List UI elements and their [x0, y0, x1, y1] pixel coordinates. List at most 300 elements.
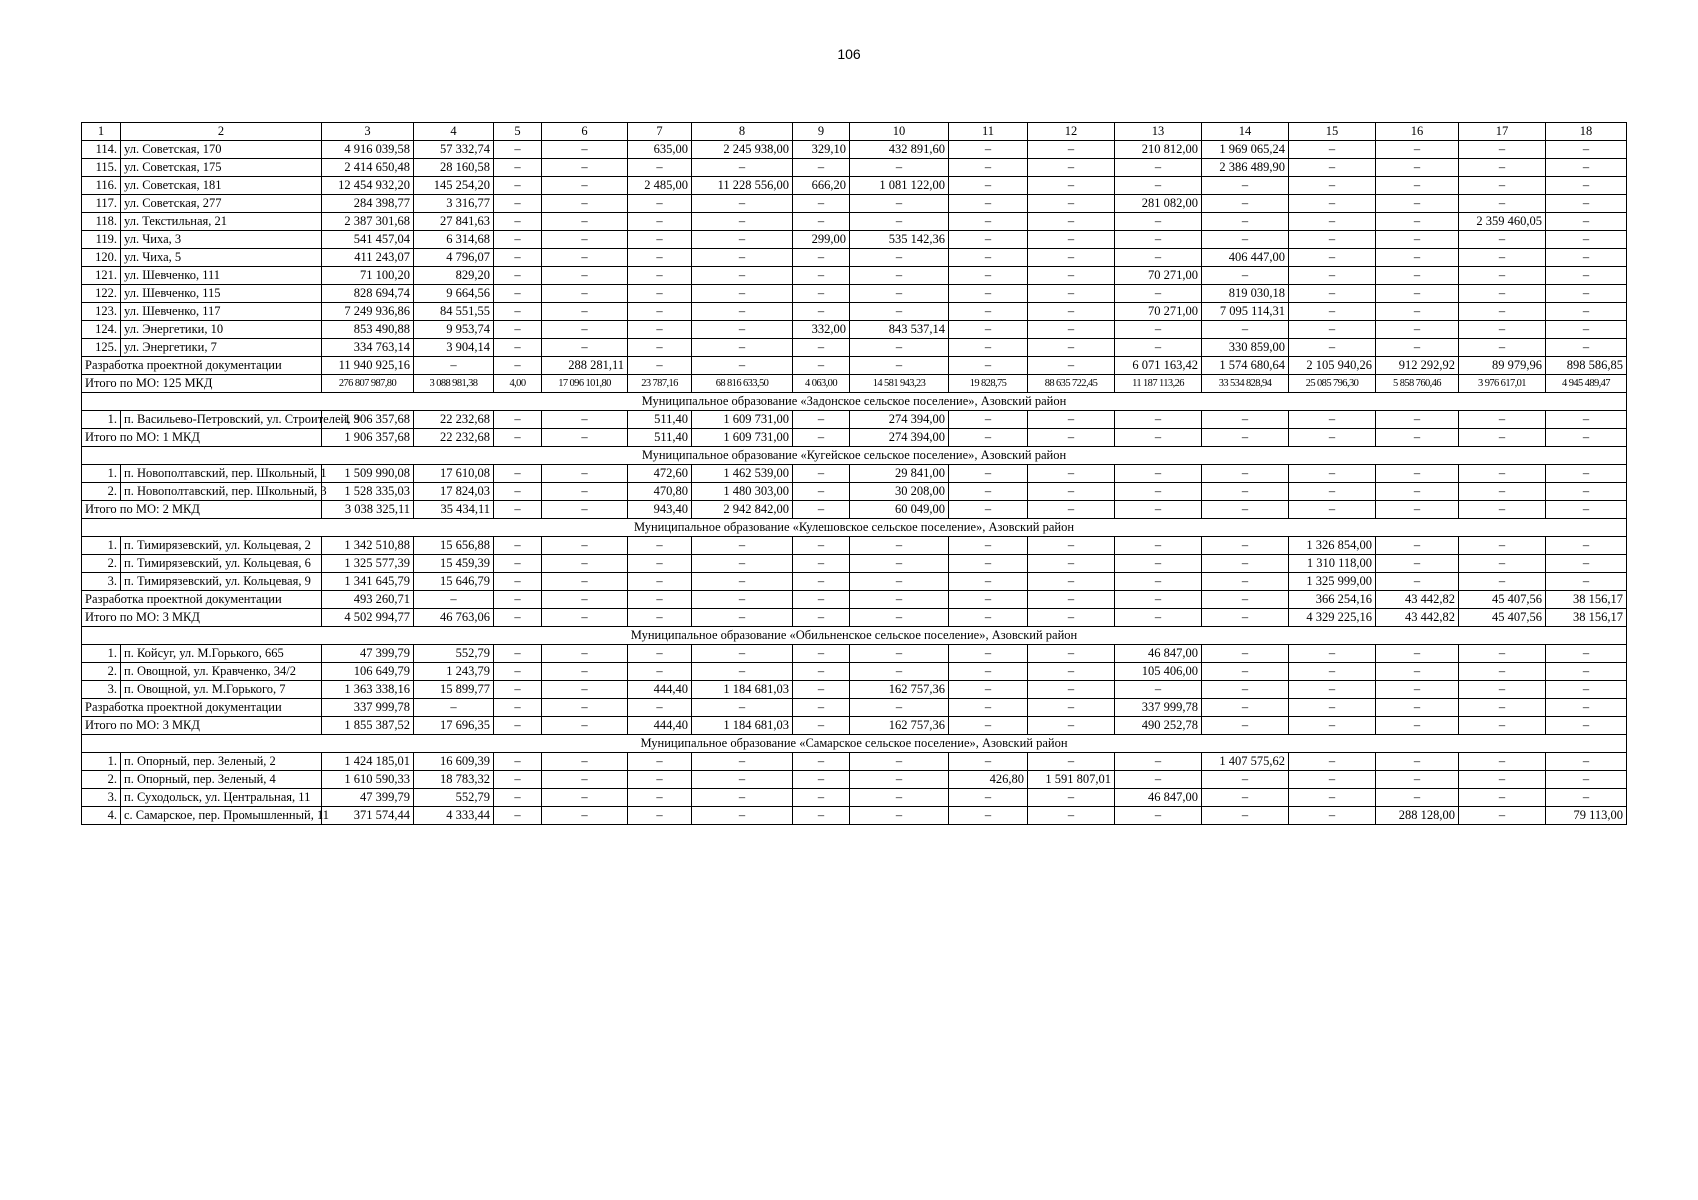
column-number: 5: [494, 123, 542, 141]
cell-value: –: [1546, 303, 1627, 321]
cell-value: –: [793, 753, 850, 771]
section-title: Муниципальное образование «Задонское сельское поселение», Азовский район: [82, 393, 1627, 411]
table-row: [82, 537, 1627, 555]
cell-value: –: [1289, 213, 1376, 231]
cell-value: –: [1028, 483, 1115, 501]
row-address: ул. Шевченко, 115: [121, 285, 322, 303]
cell-value: –: [793, 303, 850, 321]
cell-value: –: [1376, 663, 1459, 681]
cell-value: –: [692, 645, 793, 663]
row-address: ул. Советская, 175: [121, 159, 322, 177]
cell-value: –: [1289, 195, 1376, 213]
cell-value: –: [949, 753, 1028, 771]
cell-value: –: [949, 609, 1028, 627]
cell-value: –: [1376, 555, 1459, 573]
cell-value: –: [692, 339, 793, 357]
cell-value: –: [1459, 303, 1546, 321]
cell-value: –: [1459, 699, 1546, 717]
cell-value: 2 359 460,05: [1459, 213, 1546, 231]
cell-value: 105 406,00: [1115, 663, 1202, 681]
cell-value: –: [628, 609, 692, 627]
cell-value: –: [850, 249, 949, 267]
cell-value: 22 232,68: [414, 429, 494, 447]
cell-value: 843 537,14: [850, 321, 949, 339]
cell-value: 426,80: [949, 771, 1028, 789]
cell-value: –: [1376, 321, 1459, 339]
cell-value: 11 187 113,26: [1115, 375, 1202, 393]
cell-value: –: [494, 159, 542, 177]
row-address: ул. Советская, 277: [121, 195, 322, 213]
cell-value: –: [1459, 771, 1546, 789]
cell-value: –: [628, 573, 692, 591]
cell-value: 17 696,35: [414, 717, 494, 735]
row-number: 1.: [82, 537, 121, 555]
column-number: 1: [82, 123, 121, 141]
cell-value: –: [850, 195, 949, 213]
cell-value: 45 407,56: [1459, 591, 1546, 609]
cell-value: 27 841,63: [414, 213, 494, 231]
cell-value: 332,00: [793, 321, 850, 339]
cell-value: 38 156,17: [1546, 591, 1627, 609]
cell-value: 35 434,11: [414, 501, 494, 519]
cell-value: –: [793, 645, 850, 663]
cell-value: 330 859,00: [1202, 339, 1289, 357]
cell-value: 47 399,79: [322, 645, 414, 663]
cell-value: –: [1376, 411, 1459, 429]
cell-value: 4 329 225,16: [1289, 609, 1376, 627]
cell-value: 274 394,00: [850, 411, 949, 429]
cell-value: –: [1459, 159, 1546, 177]
total-row: [82, 375, 1627, 393]
cell-value: –: [1289, 807, 1376, 825]
cell-value: –: [542, 573, 628, 591]
table-row: [82, 753, 1627, 771]
cell-value: –: [1546, 645, 1627, 663]
cell-value: 19 828,75: [949, 375, 1028, 393]
table-row: [82, 411, 1627, 429]
cell-value: –: [494, 609, 542, 627]
cell-value: –: [692, 807, 793, 825]
cell-value: –: [494, 555, 542, 573]
row-address: п. Васильево-Петровский, ул. Строителей, 3: [121, 411, 322, 429]
cell-value: –: [1546, 177, 1627, 195]
cell-value: –: [1202, 429, 1289, 447]
cell-value: –: [949, 465, 1028, 483]
row-address: ул. Шевченко, 117: [121, 303, 322, 321]
cell-value: –: [414, 699, 494, 717]
cell-value: –: [628, 267, 692, 285]
cell-value: –: [1115, 429, 1202, 447]
cell-value: –: [542, 555, 628, 573]
cell-value: –: [1028, 555, 1115, 573]
cell-value: 828 694,74: [322, 285, 414, 303]
cell-value: 288 128,00: [1376, 807, 1459, 825]
cell-value: –: [1376, 573, 1459, 591]
cell-value: –: [542, 483, 628, 501]
cell-value: –: [793, 285, 850, 303]
section-title: Муниципальное образование «Самарское сельское поселение», Азовский район: [82, 735, 1627, 753]
cell-value: –: [793, 537, 850, 555]
cell-value: –: [542, 141, 628, 159]
table-row: [82, 285, 1627, 303]
cell-value: –: [1546, 267, 1627, 285]
cell-value: –: [1459, 411, 1546, 429]
cell-value: –: [692, 591, 793, 609]
cell-value: 329,10: [793, 141, 850, 159]
cell-value: –: [628, 699, 692, 717]
cell-value: 3 976 617,01: [1459, 375, 1546, 393]
cell-value: 88 635 722,45: [1028, 375, 1115, 393]
cell-value: –: [1028, 573, 1115, 591]
cell-value: –: [1202, 501, 1289, 519]
row-address: ул. Чиха, 3: [121, 231, 322, 249]
cell-value: –: [949, 681, 1028, 699]
cell-value: 274 394,00: [850, 429, 949, 447]
data-table: [81, 122, 1627, 825]
cell-value: 15 656,88: [414, 537, 494, 555]
cell-value: –: [850, 357, 949, 375]
cell-value: 299,00: [793, 231, 850, 249]
cell-value: –: [1546, 195, 1627, 213]
row-number: 121.: [82, 267, 121, 285]
cell-value: –: [1028, 753, 1115, 771]
cell-value: 1 325 577,39: [322, 555, 414, 573]
cell-value: 470,80: [628, 483, 692, 501]
cell-value: –: [692, 789, 793, 807]
cell-value: –: [1376, 753, 1459, 771]
cell-value: –: [1202, 213, 1289, 231]
cell-value: –: [542, 321, 628, 339]
cell-value: –: [1546, 501, 1627, 519]
cell-value: –: [793, 789, 850, 807]
cell-value: –: [949, 285, 1028, 303]
cell-value: –: [628, 213, 692, 231]
cell-value: –: [1028, 699, 1115, 717]
cell-value: –: [542, 681, 628, 699]
row-number: 1.: [82, 465, 121, 483]
column-number: 7: [628, 123, 692, 141]
cell-value: –: [542, 213, 628, 231]
cell-value: –: [949, 645, 1028, 663]
cell-value: –: [1376, 771, 1459, 789]
cell-value: –: [1289, 321, 1376, 339]
cell-value: –: [692, 609, 793, 627]
row-label: Разработка проектной документации: [82, 357, 322, 375]
row-number: 120.: [82, 249, 121, 267]
cell-value: –: [949, 573, 1028, 591]
cell-value: –: [494, 357, 542, 375]
cell-value: –: [949, 807, 1028, 825]
cell-value: –: [628, 537, 692, 555]
cell-value: 71 100,20: [322, 267, 414, 285]
table-row: [82, 483, 1627, 501]
cell-value: –: [494, 267, 542, 285]
cell-value: 1 906 357,68: [322, 429, 414, 447]
cell-value: –: [692, 771, 793, 789]
cell-value: –: [494, 537, 542, 555]
cell-value: –: [1546, 231, 1627, 249]
cell-value: –: [494, 591, 542, 609]
summary-row: [82, 501, 1627, 519]
cell-value: –: [1028, 321, 1115, 339]
section-title: Муниципальное образование «Обильненское сельское поселение», Азовский район: [82, 627, 1627, 645]
cell-value: –: [793, 771, 850, 789]
cell-value: –: [850, 609, 949, 627]
column-number: 13: [1115, 123, 1202, 141]
cell-value: –: [793, 555, 850, 573]
cell-value: 3 038 325,11: [322, 501, 414, 519]
cell-value: –: [793, 249, 850, 267]
cell-value: –: [692, 573, 793, 591]
cell-value: –: [628, 645, 692, 663]
cell-value: –: [1289, 267, 1376, 285]
cell-value: –: [949, 357, 1028, 375]
cell-value: 288 281,11: [542, 357, 628, 375]
cell-value: 4 796,07: [414, 249, 494, 267]
cell-value: –: [850, 267, 949, 285]
cell-value: 635,00: [628, 141, 692, 159]
cell-value: 145 254,20: [414, 177, 494, 195]
cell-value: 3 088 981,38: [414, 375, 494, 393]
cell-value: –: [1115, 465, 1202, 483]
cell-value: –: [793, 267, 850, 285]
cell-value: –: [1546, 159, 1627, 177]
cell-value: 2 386 489,90: [1202, 159, 1289, 177]
cell-value: –: [1289, 645, 1376, 663]
cell-value: 2 105 940,26: [1289, 357, 1376, 375]
cell-value: 1 610 590,33: [322, 771, 414, 789]
cell-value: –: [1115, 321, 1202, 339]
cell-value: 829,20: [414, 267, 494, 285]
cell-value: –: [692, 285, 793, 303]
cell-value: –: [1459, 231, 1546, 249]
cell-value: –: [1546, 789, 1627, 807]
cell-value: –: [793, 159, 850, 177]
summary-row: [82, 609, 1627, 627]
cell-value: 38 156,17: [1546, 609, 1627, 627]
cell-value: –: [1546, 249, 1627, 267]
cell-value: 79 113,00: [1546, 807, 1627, 825]
cell-value: –: [1115, 681, 1202, 699]
table-row: [82, 213, 1627, 231]
cell-value: –: [1459, 645, 1546, 663]
summary-row: [82, 591, 1627, 609]
cell-value: 84 551,55: [414, 303, 494, 321]
cell-value: 2 387 301,68: [322, 213, 414, 231]
cell-value: 552,79: [414, 789, 494, 807]
cell-value: –: [793, 357, 850, 375]
cell-value: –: [1202, 609, 1289, 627]
cell-value: –: [1376, 717, 1459, 735]
column-number: 3: [322, 123, 414, 141]
cell-value: –: [949, 663, 1028, 681]
cell-value: –: [949, 591, 1028, 609]
table-row: [82, 159, 1627, 177]
column-number: 18: [1546, 123, 1627, 141]
cell-value: 14 581 943,23: [850, 375, 949, 393]
row-label: Итого по МО: 125 МКД: [82, 375, 322, 393]
cell-value: 444,40: [628, 681, 692, 699]
cell-value: –: [1546, 699, 1627, 717]
cell-value: –: [1028, 789, 1115, 807]
cell-value: –: [1202, 681, 1289, 699]
cell-value: –: [949, 555, 1028, 573]
cell-value: 46 847,00: [1115, 789, 1202, 807]
cell-value: –: [1028, 213, 1115, 231]
cell-value: –: [1289, 465, 1376, 483]
cell-value: –: [949, 429, 1028, 447]
cell-value: –: [850, 555, 949, 573]
row-address: п. Новополтавский, пер. Школьный, 3: [121, 483, 322, 501]
cell-value: –: [1115, 501, 1202, 519]
cell-value: 2 485,00: [628, 177, 692, 195]
cell-value: –: [1202, 663, 1289, 681]
section-title: Муниципальное образование «Кулешовское сельское поселение», Азовский район: [82, 519, 1627, 537]
cell-value: –: [494, 411, 542, 429]
column-number: 11: [949, 123, 1028, 141]
cell-value: –: [542, 807, 628, 825]
cell-value: 1 969 065,24: [1202, 141, 1289, 159]
cell-value: –: [1459, 465, 1546, 483]
cell-value: –: [949, 177, 1028, 195]
cell-value: 535 142,36: [850, 231, 949, 249]
cell-value: –: [1028, 591, 1115, 609]
cell-value: –: [494, 195, 542, 213]
cell-value: –: [1459, 429, 1546, 447]
cell-value: –: [1202, 789, 1289, 807]
cell-value: –: [949, 699, 1028, 717]
cell-value: –: [1028, 807, 1115, 825]
cell-value: –: [1376, 303, 1459, 321]
cell-value: 1 326 854,00: [1289, 537, 1376, 555]
summary-row: [82, 699, 1627, 717]
cell-value: 45 407,56: [1459, 609, 1546, 627]
cell-value: 30 208,00: [850, 483, 949, 501]
cell-value: 366 254,16: [1289, 591, 1376, 609]
cell-value: 493 260,71: [322, 591, 414, 609]
cell-value: –: [692, 195, 793, 213]
cell-value: –: [628, 159, 692, 177]
table-row: [82, 645, 1627, 663]
cell-value: –: [628, 231, 692, 249]
cell-value: –: [850, 591, 949, 609]
cell-value: –: [542, 177, 628, 195]
cell-value: –: [1289, 789, 1376, 807]
cell-value: –: [1202, 177, 1289, 195]
cell-value: 432 891,60: [850, 141, 949, 159]
section-row: [82, 735, 1627, 753]
cell-value: –: [1028, 267, 1115, 285]
column-number: 15: [1289, 123, 1376, 141]
cell-value: –: [1202, 267, 1289, 285]
cell-value: 1 855 387,52: [322, 717, 414, 735]
cell-value: –: [692, 663, 793, 681]
column-number: 9: [793, 123, 850, 141]
cell-value: 106 649,79: [322, 663, 414, 681]
row-label: Итого по МО: 3 МКД: [82, 609, 322, 627]
row-address: п. Опорный, пер. Зеленый, 2: [121, 753, 322, 771]
summary-row: [82, 357, 1627, 375]
cell-value: –: [1546, 411, 1627, 429]
cell-value: –: [542, 789, 628, 807]
cell-value: 23 787,16: [628, 375, 692, 393]
row-number: 118.: [82, 213, 121, 231]
row-number: 3.: [82, 789, 121, 807]
column-number: 10: [850, 123, 949, 141]
cell-value: –: [542, 231, 628, 249]
cell-value: –: [1459, 573, 1546, 591]
cell-value: –: [850, 573, 949, 591]
cell-value: 334 763,14: [322, 339, 414, 357]
cell-value: –: [1115, 609, 1202, 627]
row-address: ул. Шевченко, 111: [121, 267, 322, 285]
row-number: 2.: [82, 663, 121, 681]
cell-value: –: [1028, 501, 1115, 519]
cell-value: –: [628, 591, 692, 609]
section-row: [82, 627, 1627, 645]
cell-value: –: [628, 303, 692, 321]
row-number: 125.: [82, 339, 121, 357]
cell-value: –: [949, 339, 1028, 357]
row-address: п. Новополтавский, пер. Школьный, 1: [121, 465, 322, 483]
cell-value: –: [1289, 429, 1376, 447]
cell-value: 943,40: [628, 501, 692, 519]
cell-value: –: [494, 483, 542, 501]
cell-value: –: [494, 717, 542, 735]
row-label: Разработка проектной документации: [82, 591, 322, 609]
cell-value: 12 454 932,20: [322, 177, 414, 195]
cell-value: –: [793, 411, 850, 429]
cell-value: 4,00: [494, 375, 542, 393]
cell-value: –: [1546, 429, 1627, 447]
cell-value: –: [542, 771, 628, 789]
table-row: [82, 465, 1627, 483]
cell-value: –: [850, 807, 949, 825]
cell-value: –: [494, 753, 542, 771]
cell-value: –: [1546, 771, 1627, 789]
cell-value: –: [692, 267, 793, 285]
cell-value: –: [692, 357, 793, 375]
cell-value: –: [850, 303, 949, 321]
cell-value: –: [1028, 177, 1115, 195]
cell-value: –: [850, 285, 949, 303]
summary-row: [82, 717, 1627, 735]
cell-value: –: [1202, 699, 1289, 717]
cell-value: –: [1028, 717, 1115, 735]
cell-value: –: [1115, 807, 1202, 825]
cell-value: –: [1202, 411, 1289, 429]
cell-value: –: [1028, 303, 1115, 321]
row-label: Итого по МО: 2 МКД: [82, 501, 322, 519]
cell-value: –: [1376, 537, 1459, 555]
row-address: ул. Советская, 181: [121, 177, 322, 195]
cell-value: –: [1028, 339, 1115, 357]
cell-value: –: [1376, 681, 1459, 699]
cell-value: –: [1289, 159, 1376, 177]
cell-value: –: [850, 159, 949, 177]
cell-value: –: [1115, 177, 1202, 195]
cell-value: –: [494, 231, 542, 249]
row-label: Разработка проектной документации: [82, 699, 322, 717]
cell-value: –: [1376, 213, 1459, 231]
row-number: 117.: [82, 195, 121, 213]
section-row: [82, 519, 1627, 537]
cell-value: –: [1459, 753, 1546, 771]
cell-value: 1 462 539,00: [692, 465, 793, 483]
cell-value: 406 447,00: [1202, 249, 1289, 267]
cell-value: –: [414, 591, 494, 609]
cell-value: –: [628, 807, 692, 825]
